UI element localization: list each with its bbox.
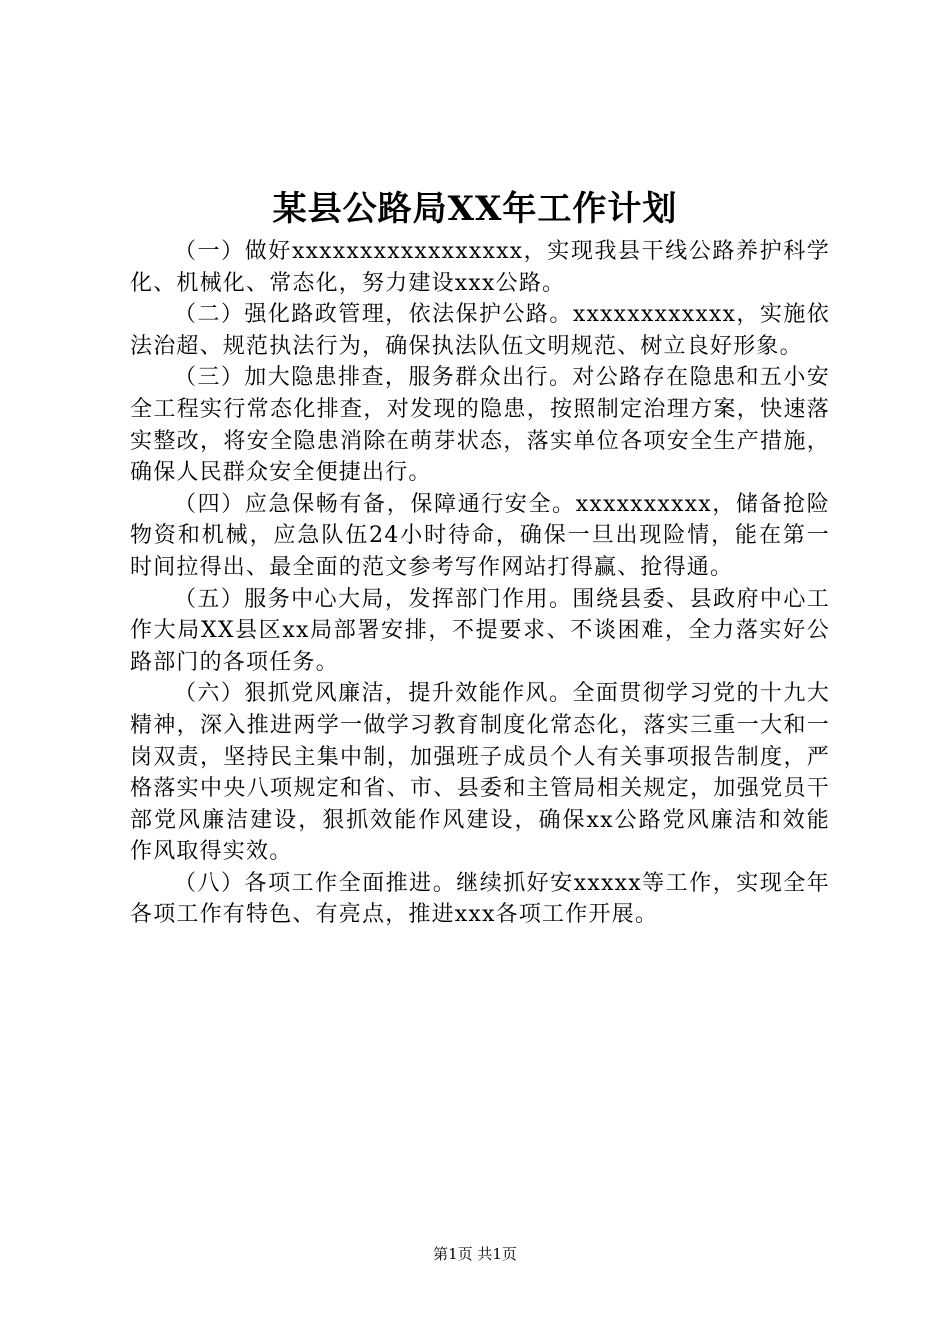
- paragraph-1: （一）做好xxxxxxxxxxxxxxxxx，实现我县干线公路养护科学化、机械化、常态化，努力建设xxx公路。: [130, 239, 830, 296]
- paragraph-3: （三）加大隐患排查，服务群众出行。对公路存在隐患和五小安全工程实行常态化排查，对发现的隐患，按照制定治理方案，快速落实整改，将安全隐患消除在萌芽状态，落实单位各项安全生产措施，确保人民群众安全便捷出行。: [130, 365, 830, 486]
- page-number-footer: 第1页 共1页: [433, 1245, 517, 1263]
- document-body: [130, 236, 830, 931]
- paragraph-5: （五）服务中心大局，发挥部门作用。围绕县委、县政府中心工作大局XX县区xx局部署安排，不提要求、不谈困难，全力落实好公路部门的各项任务。: [130, 586, 830, 675]
- paragraph-4: （四）应急保畅有备，保障通行安全。xxxxxxxxxx，储备抢险物资和机械，应急队伍24小时待命，确保一旦出现险情，能在第一时间拉得出、最全面的范文参考写作网站打得赢、抢得通。: [130, 491, 830, 580]
- paragraph-2: （二）强化路政管理，依法保护公路。xxxxxxxxxxxx，实施依法治超、规范执法行为，确保执法队伍文明规范、树立良好形象。: [130, 302, 830, 359]
- document-title: 某县公路局XX年工作计划: [272, 189, 678, 229]
- paragraph-8: （八）各项工作全面推进。继续抓好安xxxxx等工作，实现全年各项工作有特色、有亮点，推进xxx各项工作开展。: [130, 870, 830, 928]
- paragraph-6: （六）狠抓党风廉洁，提升效能作风。全面贯彻学习党的十九大精神，深入推进两学一做学习教育制度化常态化，落实三重一大和一岗双责，坚持民主集中制，加强班子成员个人有关事项报告制度，严格落实中央八项规定和省、市、县委和主管局相关规定，加强党员干部党风廉洁建设，狠抓效能作风建设，确保xx公路党风廉洁和效能作风取得实效。: [130, 681, 830, 865]
